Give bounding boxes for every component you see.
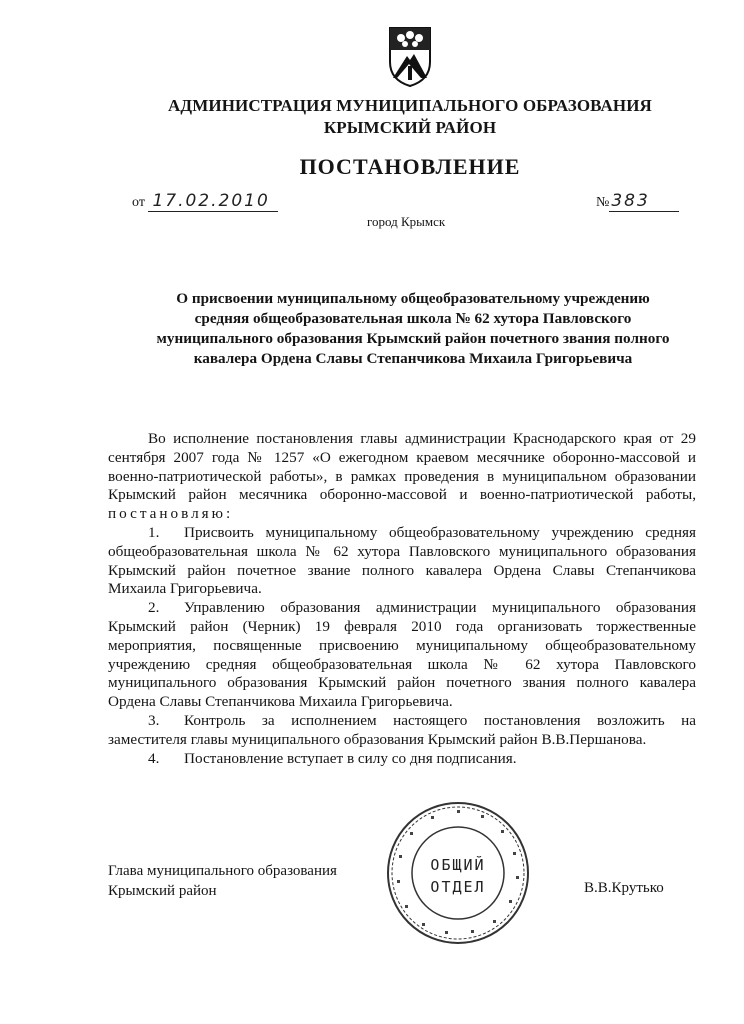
handwritten-date: 17.02.2010 [148, 191, 277, 212]
item-text: Управлению образования администрации муниципального образования Крымский район (Черник) 19 февраля 2010 года организовать торжественные мероприятия, посвященные присвоению муниципальному общеобразовательному учреждению средняя общеобразовательная школа № 62 хутора Павловского муниципального образования Крымский район почетного звания полного кавалера Ордена Славы Степанчикова Михаила Григорьевича. [108, 599, 696, 711]
intro-paragraph [108, 430, 696, 524]
item-number: 1. [148, 523, 160, 541]
stamp-text-line2: ОТДЕЛ [430, 878, 486, 896]
list-item [108, 599, 696, 712]
subject-line: средняя общеобразовательная школа № 62 хутора Павловского [194, 310, 632, 327]
intro-text: Во исполнение постановления главы администрации Краснодарского края от 29 сентября 2007 года № 1257 «О ежегодном краевом месячнике оборонно-массовой и военно-патриотической работы», в рамках проведения в муниципальном образовании Крымский район месячника оборонно-массовой и военно-патриотической работы, [108, 430, 696, 504]
item-text: Постановление вступает в силу со дня подписания. [184, 749, 517, 767]
number-line [596, 191, 679, 212]
subject-line: муниципального образования Крымский район почетного звания полного [156, 330, 670, 347]
document-body [108, 430, 696, 768]
number-prefix: № [596, 195, 610, 210]
position-line: Глава муниципального образования [108, 863, 337, 879]
signatory-name: В.В.Крутько [584, 880, 664, 896]
org-title-line2: КРЫМСКИЙ РАЙОН [323, 118, 497, 137]
date-line [132, 191, 278, 212]
item-number: 4. [148, 749, 160, 767]
date-prefix: от [132, 195, 145, 210]
item-text: Присвоить муниципальному общеобразовательному учреждению средняя общеобразовательная школа № 62 хутора Павловского муниципального образования Крымский район почетное звание полного кавалера Ордена Славы Степанчикова Михаила Григорьевича. [108, 523, 696, 598]
subject-line: О присвоении муниципальному общеобразовательному учреждению [176, 290, 650, 307]
org-title-line1: АДМИНИСТРАЦИЯ МУНИЦИПАЛЬНОГО ОБРАЗОВАНИЯ [168, 96, 652, 115]
handwritten-number: 383 [609, 191, 679, 212]
stamp-text-line1: ОБЩИЙ [430, 856, 486, 874]
item-number: 3. [148, 711, 160, 729]
official-stamp-icon [385, 800, 531, 946]
subject-line: кавалера Ордена Славы Степанчикова Михаила Григорьевича [193, 350, 633, 367]
item-number: 2. [148, 599, 160, 617]
decree-word: постановляю: [108, 505, 234, 523]
list-item [108, 750, 696, 769]
item-text: Контроль за исполнением настоящего постановления возложить на заместителя главы муниципального образования Крымский район В.В.Першанова. [108, 711, 696, 748]
coat-of-arms-icon [387, 26, 433, 88]
list-item [108, 712, 696, 750]
document-type: ПОСТАНОВЛЕНИЕ [299, 154, 521, 179]
document-subject [118, 289, 708, 369]
city: город Крымск [367, 214, 446, 229]
position-line: Крымский район [108, 883, 217, 899]
list-item [108, 524, 696, 599]
signatory-position [108, 861, 337, 901]
